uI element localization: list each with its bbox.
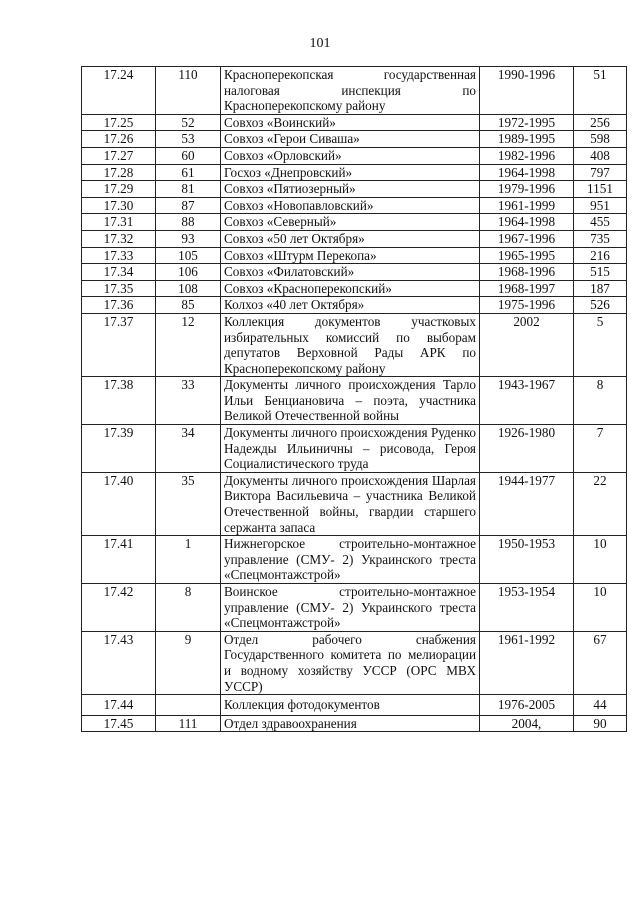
fund-number-cell: 53	[156, 131, 221, 148]
row-number-cell: 17.26	[82, 131, 156, 148]
table-body	[82, 67, 627, 732]
archive-fund-table	[81, 66, 627, 732]
date-range-cell: 1968-1997	[480, 280, 574, 297]
fund-number-cell: 88	[156, 214, 221, 231]
item-count-cell: 1151	[574, 181, 627, 198]
table-row	[82, 536, 627, 584]
date-range-cell: 1943-1967	[480, 377, 574, 425]
table-row	[82, 114, 627, 131]
fund-name-cell: Совхоз «50 лет Октября»	[221, 230, 480, 247]
fund-name-cell: Совхоз «Филатовский»	[221, 264, 480, 281]
fund-number-cell: 111	[156, 715, 221, 732]
date-range-cell: 1944-1977	[480, 472, 574, 535]
table-row	[82, 715, 627, 732]
fund-name-cell: Совхоз «Герои Сиваша»	[221, 131, 480, 148]
table-row	[82, 67, 627, 115]
table-row	[82, 214, 627, 231]
row-number-cell: 17.33	[82, 247, 156, 264]
item-count-cell: 951	[574, 197, 627, 214]
item-count-cell: 256	[574, 114, 627, 131]
item-count-cell: 735	[574, 230, 627, 247]
fund-name-cell: Коллекция документов участковых избирательных комиссий по выборам депутатов Верховной Рады АРК по Красноперекопскому району	[221, 313, 480, 376]
date-range-cell: 2002	[480, 313, 574, 376]
row-number-cell: 17.24	[82, 67, 156, 115]
row-number-cell: 17.35	[82, 280, 156, 297]
date-range-cell: 1950-1953	[480, 536, 574, 584]
fund-number-cell: 12	[156, 313, 221, 376]
fund-name-cell: Совхоз «Новопавловский»	[221, 197, 480, 214]
fund-number-cell: 81	[156, 181, 221, 198]
row-number-cell: 17.27	[82, 147, 156, 164]
fund-name-cell: Совхоз «Северный»	[221, 214, 480, 231]
date-range-cell: 1961-1992	[480, 631, 574, 694]
item-count-cell: 455	[574, 214, 627, 231]
fund-number-cell: 52	[156, 114, 221, 131]
date-range-cell: 1964-1998	[480, 214, 574, 231]
table-row	[82, 131, 627, 148]
fund-number-cell: 93	[156, 230, 221, 247]
date-range-cell: 1976-2005	[480, 695, 574, 716]
table-row	[82, 164, 627, 181]
fund-number-cell: 61	[156, 164, 221, 181]
date-range-cell: 1953-1954	[480, 584, 574, 632]
row-number-cell: 17.43	[82, 631, 156, 694]
table-row	[82, 230, 627, 247]
table-row	[82, 377, 627, 425]
item-count-cell: 10	[574, 584, 627, 632]
row-number-cell: 17.41	[82, 536, 156, 584]
table-row	[82, 584, 627, 632]
row-number-cell: 17.39	[82, 425, 156, 473]
date-range-cell: 1979-1996	[480, 181, 574, 198]
row-number-cell: 17.34	[82, 264, 156, 281]
table-row	[82, 631, 627, 694]
date-range-cell: 1982-1996	[480, 147, 574, 164]
item-count-cell: 526	[574, 297, 627, 314]
item-count-cell: 797	[574, 164, 627, 181]
item-count-cell: 598	[574, 131, 627, 148]
item-count-cell: 51	[574, 67, 627, 115]
fund-number-cell: 8	[156, 584, 221, 632]
fund-name-cell: Совхоз «Штурм Перекопа»	[221, 247, 480, 264]
fund-name-cell: Колхоз «40 лет Октября»	[221, 297, 480, 314]
fund-number-cell: 9	[156, 631, 221, 694]
fund-name-cell: Совхоз «Воинский»	[221, 114, 480, 131]
fund-name-cell: Совхоз «Орловский»	[221, 147, 480, 164]
row-number-cell: 17.37	[82, 313, 156, 376]
item-count-cell: 90	[574, 715, 627, 732]
date-range-cell: 1968-1996	[480, 264, 574, 281]
row-number-cell: 17.29	[82, 181, 156, 198]
table-row	[82, 280, 627, 297]
fund-number-cell: 108	[156, 280, 221, 297]
fund-number-cell: 35	[156, 472, 221, 535]
row-number-cell: 17.25	[82, 114, 156, 131]
fund-name-cell: Документы личного происхождения Руденко Надежды Ильиничны – рисовода, Героя Социалистического труда	[221, 425, 480, 473]
item-count-cell: 44	[574, 695, 627, 716]
date-range-cell: 2004,	[480, 715, 574, 732]
table-row	[82, 247, 627, 264]
table-row	[82, 695, 627, 716]
page-number: 101	[309, 36, 331, 51]
row-number-cell: 17.30	[82, 197, 156, 214]
date-range-cell: 1961-1999	[480, 197, 574, 214]
row-number-cell: 17.32	[82, 230, 156, 247]
row-number-cell: 17.36	[82, 297, 156, 314]
date-range-cell: 1989-1995	[480, 131, 574, 148]
date-range-cell: 1926-1980	[480, 425, 574, 473]
item-count-cell: 8	[574, 377, 627, 425]
fund-number-cell: 34	[156, 425, 221, 473]
fund-number-cell: 33	[156, 377, 221, 425]
table-row	[82, 313, 627, 376]
row-number-cell: 17.42	[82, 584, 156, 632]
date-range-cell: 1975-1996	[480, 297, 574, 314]
item-count-cell: 10	[574, 536, 627, 584]
fund-number-cell	[156, 695, 221, 716]
table-row	[82, 472, 627, 535]
item-count-cell: 22	[574, 472, 627, 535]
row-number-cell: 17.44	[82, 695, 156, 716]
fund-name-cell: Воинское строительно-монтажное управление (СМУ- 2) Украинского треста «Спецмонтажстрой»	[221, 584, 480, 632]
fund-name-cell: Нижнегорское строительно-монтажное управление (СМУ- 2) Украинского треста «Спецмонтажстрой»	[221, 536, 480, 584]
row-number-cell: 17.28	[82, 164, 156, 181]
row-number-cell: 17.45	[82, 715, 156, 732]
fund-name-cell: Совхоз «Пятиозерный»	[221, 181, 480, 198]
fund-name-cell: Госхоз «Днепровский»	[221, 164, 480, 181]
table-row	[82, 197, 627, 214]
fund-number-cell: 87	[156, 197, 221, 214]
fund-name-cell: Совхоз «Красноперекопский»	[221, 280, 480, 297]
item-count-cell: 7	[574, 425, 627, 473]
item-count-cell: 187	[574, 280, 627, 297]
table-row	[82, 181, 627, 198]
item-count-cell: 408	[574, 147, 627, 164]
table-row	[82, 297, 627, 314]
fund-number-cell: 105	[156, 247, 221, 264]
fund-name-cell: Коллекция фотодокументов	[221, 695, 480, 716]
item-count-cell: 515	[574, 264, 627, 281]
table-row	[82, 147, 627, 164]
date-range-cell: 1964-1998	[480, 164, 574, 181]
fund-name-cell: Отдел здравоохранения	[221, 715, 480, 732]
row-number-cell: 17.40	[82, 472, 156, 535]
fund-name-cell: Документы личного происхождения Тарло Ильи Бенциановича – поэта, участника Великой Отечественной войны	[221, 377, 480, 425]
table-row	[82, 425, 627, 473]
fund-number-cell: 110	[156, 67, 221, 115]
item-count-cell: 5	[574, 313, 627, 376]
item-count-cell: 216	[574, 247, 627, 264]
row-number-cell: 17.38	[82, 377, 156, 425]
fund-number-cell: 1	[156, 536, 221, 584]
fund-name-cell: Документы личного происхождения Шарлая Виктора Васильевича – участника Великой Отечественной войны, гвардии старшего сержанта запаса	[221, 472, 480, 535]
fund-number-cell: 85	[156, 297, 221, 314]
date-range-cell: 1990-1996	[480, 67, 574, 115]
fund-name-cell: Красноперекопская государственная налоговая инспекция по Красноперекопскому району	[221, 67, 480, 115]
fund-name-cell: Отдел рабочего снабжения Государственного комитета по мелиорации и водному хозяйству УССР (ОРС МВХ УССР)	[221, 631, 480, 694]
date-range-cell: 1965-1995	[480, 247, 574, 264]
row-number-cell: 17.31	[82, 214, 156, 231]
date-range-cell: 1972-1995	[480, 114, 574, 131]
date-range-cell: 1967-1996	[480, 230, 574, 247]
fund-number-cell: 106	[156, 264, 221, 281]
fund-number-cell: 60	[156, 147, 221, 164]
item-count-cell: 67	[574, 631, 627, 694]
table-row	[82, 264, 627, 281]
